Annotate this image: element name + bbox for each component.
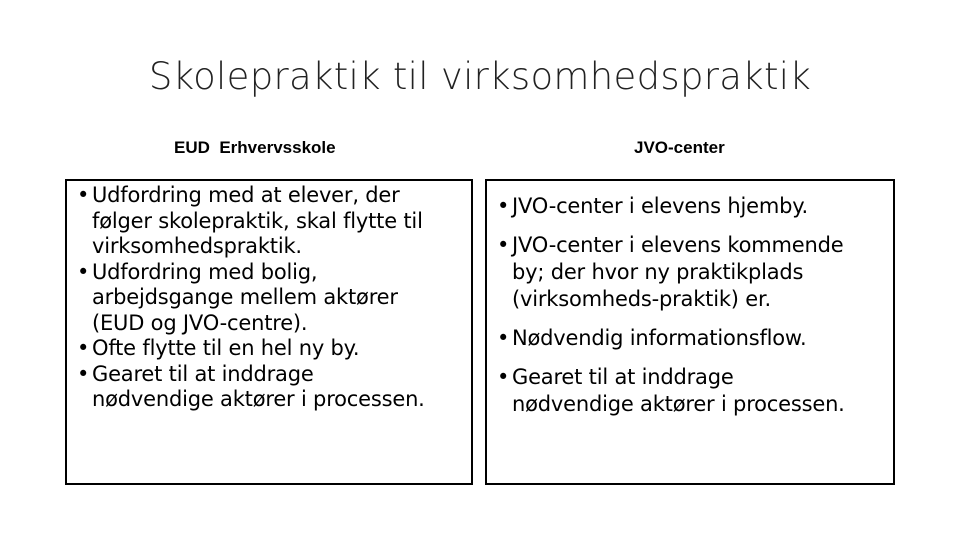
bullet-line: arbejdsgange mellem aktører [92, 285, 398, 309]
right-column-heading: JVO-center [634, 138, 725, 157]
left-bullet-item [77, 336, 469, 362]
bullet-line: virksomhedspraktik. [92, 234, 302, 258]
bullet-line: by; der hvor ny praktikplads [512, 260, 804, 284]
bullet-line: følger skolepraktik, skal flytte til [92, 208, 423, 233]
bullet-line: nødvendige aktører i processen. [92, 387, 425, 411]
bullet-line: (EUD og JVO-centre). [92, 310, 308, 335]
bullet-line: Gearet til at inddrage [92, 361, 314, 386]
bullet-marker: • [77, 183, 90, 207]
bullet-line: JVO-center i elevens kommende [512, 233, 844, 257]
left-bullet-item [77, 362, 469, 413]
right-bullet-list [497, 193, 893, 430]
bullet-line: Gearet til at inddrage [512, 365, 734, 389]
right-bullet-item [497, 364, 893, 418]
bullet-marker: • [497, 194, 510, 218]
slide-title: Skolepraktik til virksomhedspraktik [148, 55, 812, 98]
left-bullet-list [77, 183, 469, 413]
left-bullet-item [77, 183, 469, 260]
right-content-box [485, 179, 895, 485]
right-bullet-item [497, 232, 893, 313]
bullet-line: nødvendige aktører i processen. [512, 392, 845, 416]
bullet-marker: • [497, 233, 510, 257]
bullet-line: JVO-center i elevens hjemby. [512, 194, 808, 218]
bullet-marker: • [497, 326, 510, 350]
bullet-line: Udfordring med at elever, der [92, 183, 400, 207]
bullet-marker: • [77, 259, 90, 284]
bullet-line: Ofte flytte til en hel ny by. [92, 336, 360, 360]
bullet-marker: • [77, 361, 90, 386]
bullet-line: Udfordring med bolig, [92, 259, 318, 284]
bullet-line: (virksomheds-praktik) er. [512, 287, 771, 311]
left-column-heading: EUD Erhvervsskole [174, 138, 336, 157]
bullet-line: Nødvendig informationsflow. [512, 326, 807, 350]
left-bullet-item [77, 260, 469, 337]
right-bullet-item [497, 325, 893, 352]
bullet-marker: • [497, 365, 510, 389]
left-content-box [65, 179, 473, 485]
right-bullet-item [497, 193, 893, 220]
bullet-marker: • [77, 336, 90, 360]
